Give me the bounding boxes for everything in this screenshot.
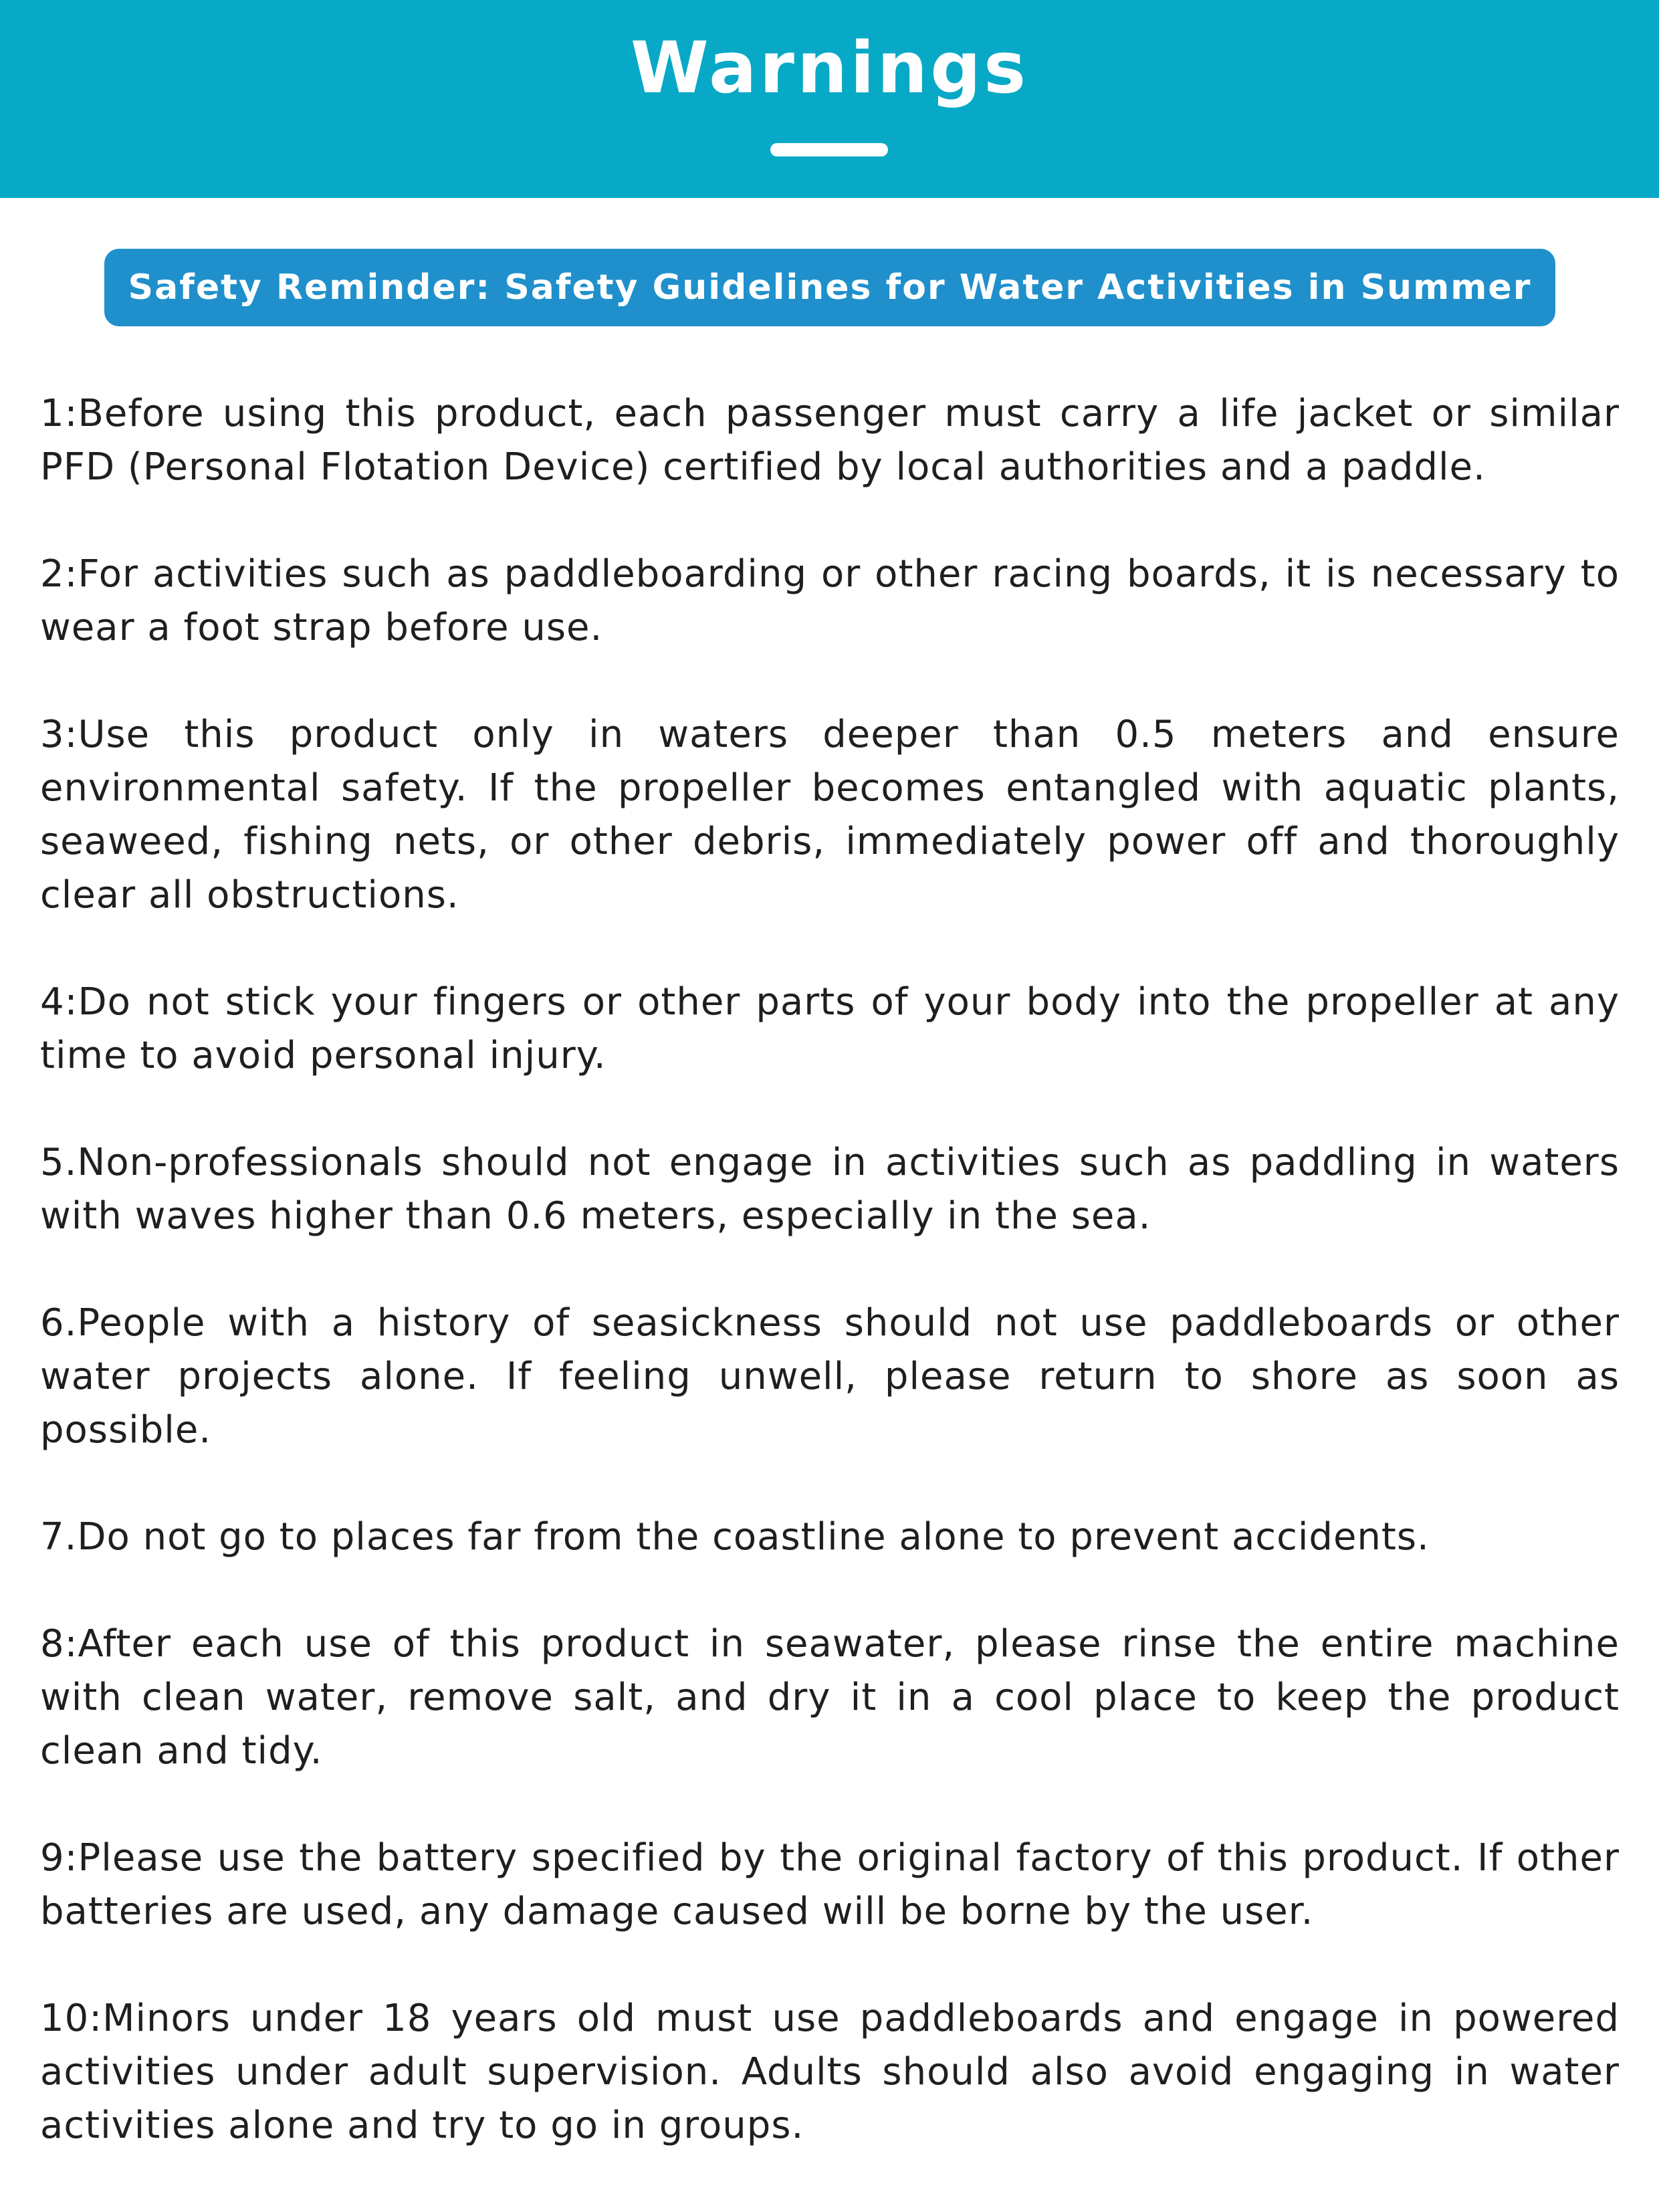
page-title: Warnings <box>630 27 1029 109</box>
warning-item-1: 1:Before using this product, each passenger must carry a life jacket or similar PFD (Personal Flotation Device) certified by local authorities and a paddle. <box>40 392 1620 489</box>
warning-item-9: 9:Please use the battery specified by the original factory of this product. If other batteries are used, any damage caused will be borne by the user. <box>40 1836 1620 1933</box>
title-underline-divider <box>770 143 888 156</box>
warnings-list <box>40 387 1620 2152</box>
warning-item-3: 3:Use this product only in waters deeper than 0.5 meters and ensure environmental safety. If the propeller becomes entangled with aquatic plants, seaweed, fishing nets, or other debris, immediately power off and thoroughly clear all obstructions. <box>40 713 1620 917</box>
warning-item-2: 2:For activities such as paddleboarding or other racing boards, it is necessary to wear a foot strap before use. <box>40 552 1620 649</box>
warning-item-8: 8:After each use of this product in seawater, please rinse the entire machine with clean water, remove salt, and dry it in a cool place to keep the product clean and tidy. <box>40 1622 1620 1773</box>
warning-item-5: 5.Non-professionals should not engage in activities such as paddling in waters with waves higher than 0.6 meters, especially in the sea. <box>40 1141 1620 1238</box>
warnings-header <box>0 0 1659 198</box>
warning-item-10: 10:Minors under 18 years old must use paddleboards and engage in powered activities under adult supervision. Adults should also avoid engaging in water activities alone and try to go in groups. <box>40 1997 1620 2147</box>
warning-item-4: 4:Do not stick your fingers or other parts of your body into the propeller at any time to avoid personal injury. <box>40 980 1620 1077</box>
warning-item-7: 7.Do not go to places far from the coastline alone to prevent accidents. <box>40 1515 1430 1559</box>
safety-reminder-banner: Safety Reminder: Safety Guidelines for Water Activities in Summer <box>104 249 1555 326</box>
warning-item-6: 6.People with a history of seasickness should not use paddleboards or other water projects alone. If feeling unwell, please return to shore as soon as possible. <box>40 1301 1620 1452</box>
